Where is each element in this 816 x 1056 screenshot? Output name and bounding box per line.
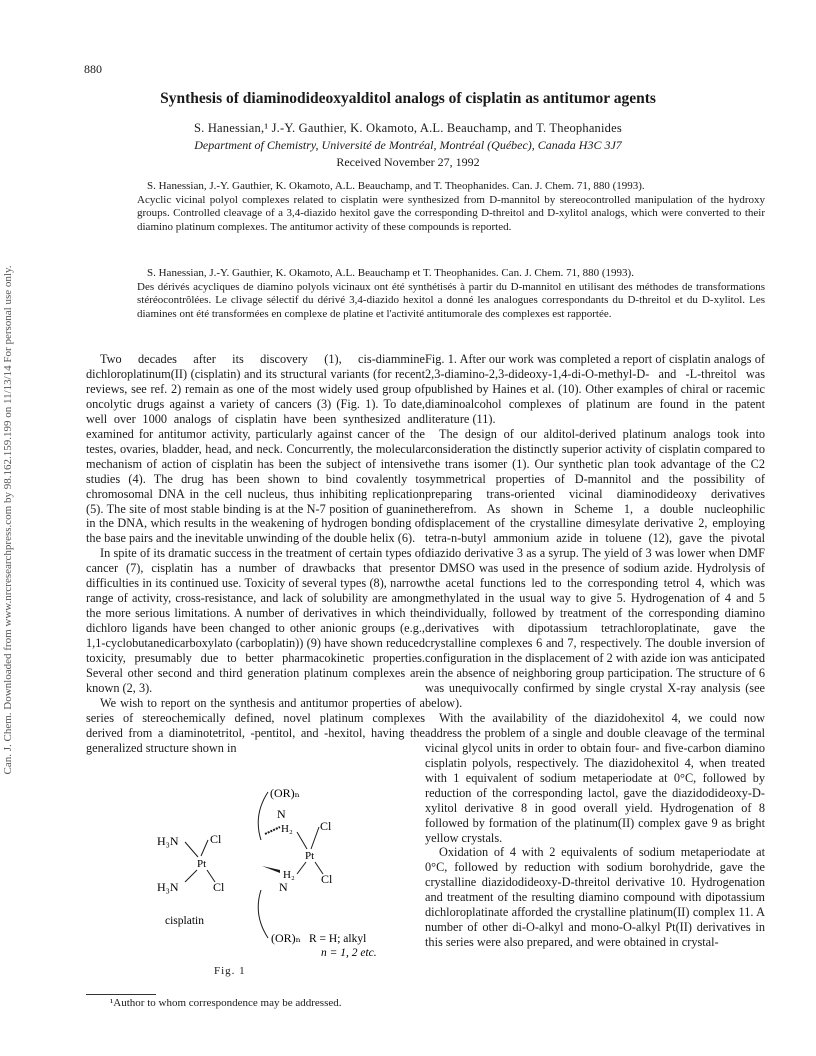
label-h2: H₂ — [281, 823, 293, 835]
bond-line — [201, 840, 208, 856]
label-cl: Cl — [213, 880, 225, 894]
author-list: S. Hanessian,¹ J.-Y. Gauthier, K. Okamoto, A.L. Beauchamp, and T. Theophanides — [194, 121, 622, 135]
structure-diagram — [125, 770, 425, 970]
body-column-left — [86, 352, 425, 756]
label-h3n: H₃N — [157, 834, 179, 848]
bond-line — [185, 870, 197, 882]
body-column-right — [425, 352, 765, 950]
chain-arc — [258, 890, 268, 938]
label-or: (OR)ₙ — [271, 931, 301, 945]
paragraph: In spite of its dramatic success in the treatment of certain types of cancer (7), cisplatin has a number of drawbacks that present difficulties in its continued use. Toxicity of several types (8), narrow range of activity, cross-resistance, and lack of solubility are among the more serious limitations. A number of derivatives in which the dichloro ligands have been changed to other anionic groups (e.g., 1,1-cyclobutanedicarboxylato (carboplatin)) (9) have shown reduced toxicity, presumably due to better pharmacokinetic properties. Several other second and third generation platinum complexes are known (2, 3). — [86, 546, 425, 695]
article-title: Synthesis of diaminodideoxyalditol analogs of cisplatin as antitumor agents — [160, 90, 656, 107]
label-h2: H₂ — [283, 869, 295, 881]
paragraph: Fig. 1. After our work was completed a report of cisplatin analogs of 2,3-diamino-2,3-dideoxy-1,4-di-O-methyl-D- and -L-threitol was published by Haines et al. (10). Other examples of chiral or racemic diaminoalcohol complexes of platinum are found in the patent literature (11). — [425, 352, 765, 426]
figure-caption: Fig. 1 — [214, 965, 246, 977]
download-notice — [1, 210, 31, 830]
label-pt: Pt — [197, 858, 207, 870]
paragraph: The design of our alditol-derived platinum analogs took into consideration the distinctly superior activity of cisplatin compared to the trans isomer (1). Our synthetic plan took advantage of the C2 symmetrical properties of D-mannitol and the possibility of preparing trans-oriented vicinal diaminodideoxy derivatives therefrom. As shown in Scheme 1, a double nucleophilic displacement of the crystalline dimesylate derivative 2, employing tetra-n-butyl ammonium azide in toluene (12), gave the pivotal diazido derivative 3 as a syrup. The yield of 3 was lower when DMF or DMSO was used in the presence of sodium azide. Hydrolysis of the acetal functions led to the corresponding tetrol 4, which was methylated in the usual way to give 5. Hydrogenation of 4 and 5 individually, followed by treatment of the corresponding diamino derivatives with dipotassium tetrachloroplatinate, gave the crystalline complexes 6 and 7, respectively. The double inversion of configuration in the displacement of 2 with azide ion was anticipated in the absence of neighboring group participation. The structure of 6 was unequivocally confirmed by single crystal X-ray analysis (see below). — [425, 426, 765, 710]
label-cl: Cl — [210, 832, 222, 846]
figure-1 — [125, 770, 425, 980]
bond-line — [297, 832, 307, 849]
label-n: N — [279, 880, 288, 894]
paragraph: We wish to report on the synthesis and antitumor properties of a series of stereochemically defined, novel platinum complexes derived from a diaminotetritol, -pentitol, and -hexitol, having the generalized structure shown in — [86, 695, 425, 755]
label-or: (OR)ₙ — [270, 786, 300, 800]
abstract-text: Acyclic vicinal polyol complexes related to cisplatin were synthesized from D-mannitol by stereocontrolled manipulation of the hydroxy groups. Controlled cleavage of a 3,4-diazido hexitol gave the corresponding D-threitol and D-xylitol analogs, which were converted to their diamino platinum complexes. The antitumor activity of these compounds is reported. — [137, 193, 765, 233]
label-h3n: H₃N — [157, 880, 179, 894]
footnote-divider — [86, 994, 156, 995]
received-date: Received November 27, 1992 — [336, 155, 480, 169]
abstract-text: Des dérivés acycliques de diamino polyols vicinaux ont été synthétisés à partir du D-mannitol en utilisant des méthodes de transformations stéréocontrôlées. Le clivage sélectif du dérivé 3,4-diazido hexitol a donné les analogues correspondants du D-threitol et du D-xylitol. Les diamines ont été transformées en complexe de platine et l'activité antitumorale des complexes est rapportée. — [137, 280, 765, 320]
label-cl: Cl — [321, 872, 333, 886]
paragraph: Two decades after its discovery (1), cis-diammine dichloroplatinum(II) (cisplatin) and its structural variants (for recent reviews, see ref. 2) remain as one of the most widely used group of oncolytic drugs against a variety of cancers (3) (Fig. 1). To date, well over 1000 analogs of cisplatin have been synthesized and examined for antitumor activity, particularly against cancer of the testes, ovaries, bladder, head, and neck. Concurrently, the molecular mechanism of action of cisplatin has been the subject of intensive studies (4). The drug has been shown to bind covalently to chromosomal DNA in the cell nucleus, thus inhibiting replication (5). The site of most stable binding is at the N-7 position of guanine in the DNA, which results in the weakening of hydrogen bonding of the base pairs and the inevitable unwinding of the double helix (6). — [86, 352, 425, 546]
download-notice-text: Can. J. Chem. Downloaded from www.nrcresearchpress.com by 98.162.159.199 on 11/13/14 For personal use only. — [2, 265, 14, 775]
paragraph: With the availability of the diazidohexitol 4, we could now address the problem of a single and double cleavage of the terminal vicinal glycol units in order to obtain four- and five-carbon diamino cisplatin polyols, respectively. The diazidohexitol 4, when treated with 1 equivalent of sodium metaperiodate at 0°C, followed by reduction of the corresponding lactol, gave the diazidodideoxy-D-xylitol derivative 8 in good overall yield. Hydrogenation of 8 followed by formation of the platinum(II) complex gave 9 as bright yellow crystals. — [425, 710, 765, 845]
abstract-english — [137, 180, 765, 234]
page-number: 880 — [84, 62, 102, 76]
footnote: ¹Author to whom correspondence may be addressed. — [110, 997, 342, 1009]
n-definition: n = 1, 2 etc. — [321, 947, 377, 959]
bond-line — [185, 842, 198, 857]
label-pt: Pt — [305, 850, 315, 862]
abstract-citation: S. Hanessian, J.-Y. Gauthier, K. Okamoto, A.L. Beauchamp et T. Theophanides. Can. J. Chem. 71, 880 (1993). — [147, 267, 634, 279]
abstract-citation: S. Hanessian, J.-Y. Gauthier, K. Okamoto, A.L. Beauchamp, and T. Theophanides. Can. J. Chem. 71, 880 (1993). — [147, 180, 645, 192]
label-cl: Cl — [320, 819, 332, 833]
affiliation: Department of Chemistry, Université de Montréal, Montréal (Québec), Canada H3C 3J7 — [194, 138, 622, 152]
cisplatin-label: cisplatin — [165, 915, 204, 927]
abstract-french — [137, 267, 765, 321]
label-n: N — [277, 807, 286, 821]
bond-line — [297, 862, 306, 874]
paragraph: Oxidation of 4 with 2 equivalents of sodium metaperiodate at 0°C, followed by reduction with sodium borohydride, gave the crystalline diazidodideoxy-D-threitol derivative 10. Hydrogenation and treatment of the resulting diamino compound with dipotassium dichloroplatinate afforded the crystalline platinum(II) complex 11. A number of other di-O-alkyl and mono-O-alkyl Pt(II) derivatives in this series were also prepared, and were obtained in crystal- — [425, 845, 765, 950]
wedge-bond — [265, 827, 280, 834]
wedge-bond — [262, 866, 280, 873]
r-definition: R = H; alkyl — [309, 933, 367, 945]
bond-line — [311, 827, 319, 849]
